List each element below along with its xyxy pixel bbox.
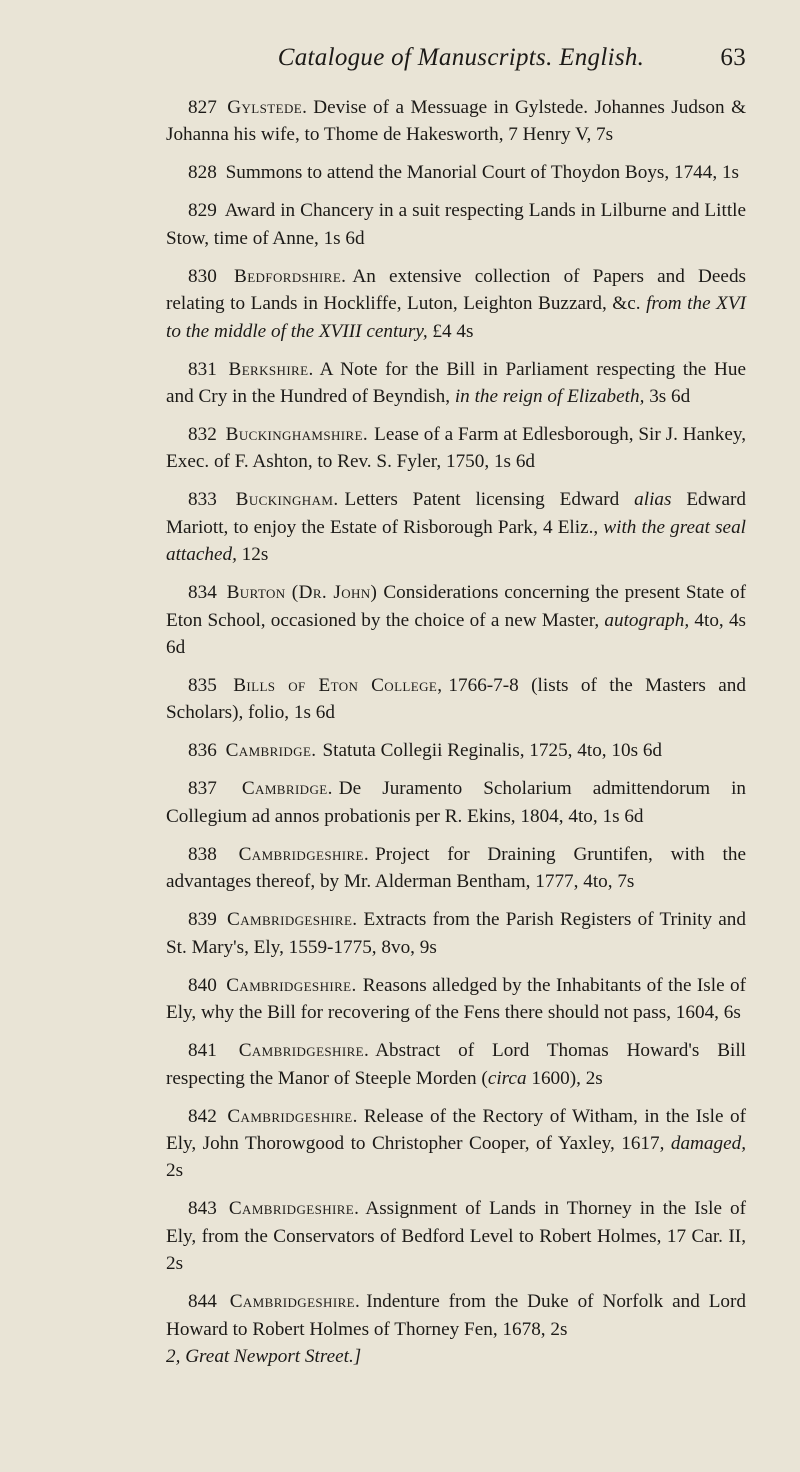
catalogue-entry-837	[166, 775, 746, 830]
entry-text: De Juramento Scholarium admittendorum in Collegium ad annos probationis per R. Ekins, 1804, 4to, 1s 6d	[166, 778, 747, 827]
entry-number: 833	[188, 489, 217, 511]
entry-italic-text: from the XVI to the middle of the XVIII century,	[166, 293, 746, 342]
entry-text: 3s 6d	[644, 386, 691, 408]
catalogue-entry-841	[166, 1037, 746, 1092]
running-title: Catalogue of Manuscripts. English.	[277, 44, 645, 71]
entry-number: 835	[188, 675, 217, 697]
catalogue-entry-829	[166, 197, 746, 252]
catalogue-entry-839	[166, 906, 746, 961]
entry-text: Indenture from the Duke of Norfolk and Lord Howard to Robert Holmes of Thorney Fen, 1678, 2s	[166, 1291, 746, 1340]
entry-heading: Bedfordshire.	[234, 265, 347, 287]
entry-text: Devise of a Messuage in Gylstede. Johannes Judson & Johanna his wife, to Thome de Hakesworth, 7 Henry V, 7s	[166, 97, 747, 146]
entry-heading: Cambridgeshire.	[228, 1198, 360, 1220]
entry-italic-text: in the reign of Elizabeth,	[454, 386, 645, 408]
entry-number: 836	[188, 740, 217, 762]
entry-italic-text: alias	[634, 489, 672, 511]
entry-text: Edward Mariott, to enjoy the Estate of Risborough Park, 4 Eliz.,	[166, 489, 746, 538]
entry-italic-text: autograph,	[604, 609, 690, 631]
catalogue-entry-832	[166, 421, 746, 476]
entry-number: 832	[188, 424, 217, 446]
catalogue-entry-843	[166, 1195, 746, 1277]
entry-heading: Cambridgeshire.	[238, 1040, 370, 1062]
entry-heading: Cambridgeshire.	[226, 974, 357, 996]
catalogue-entry-840	[166, 972, 746, 1027]
entry-number: 837	[188, 778, 217, 800]
entry-text: £4 4s	[427, 320, 474, 342]
catalogue-entry-827	[166, 94, 746, 149]
page-number: 63	[720, 44, 746, 71]
entry-number: 834	[188, 582, 217, 604]
entry-text: Extracts from the Parish Registers of Trinity and St. Mary's, Ely, 1559-1775, 8vo, 9s	[166, 909, 746, 958]
catalogue-entry-834	[166, 579, 746, 661]
entry-number: 829	[188, 200, 217, 222]
entry-heading: Cambridgeshire.	[227, 909, 358, 931]
entry-italic-text: with the great seal attached,	[166, 516, 746, 566]
entry-number: 844	[188, 1291, 217, 1313]
catalogue-entry-833	[166, 486, 746, 568]
page-header	[166, 44, 746, 84]
entry-number: 839	[188, 909, 217, 931]
catalogue-entry-844	[166, 1288, 746, 1370]
entry-heading: Berkshire.	[228, 358, 314, 380]
entry-text: Project for Draining Gruntifen, with the advantages thereof, by Mr. Alderman Bentham, 1777, 4to, 7s	[166, 843, 747, 893]
entry-number: 841	[188, 1040, 217, 1062]
entry-heading: Cambridgeshire.	[227, 1105, 358, 1127]
catalogue-entry-831	[166, 356, 746, 411]
entry-heading: Cambridgeshire.	[238, 843, 370, 865]
entry-text: Considerations concerning the present State of Eton School, occasioned by the choice of a new Master,	[166, 582, 746, 631]
entry-text: Statuta Collegii Reginalis, 1725, 4to, 10s 6d	[322, 740, 663, 762]
entry-italic-text: circa	[487, 1067, 527, 1089]
entry-heading: Cambridge.	[225, 740, 317, 762]
entry-heading: Cambridge.	[241, 778, 333, 800]
entry-number: 830	[188, 265, 217, 287]
entry-text: Award in Chancery in a suit respecting Lands in Lilburne and Little Stow, time of Anne, 1s 6d	[166, 200, 746, 249]
entry-heading: Cambridgeshire.	[229, 1291, 361, 1313]
entry-number: 838	[188, 843, 217, 865]
entry-text: Letters Patent licensing Edward	[344, 489, 635, 511]
entry-text: 2s	[166, 1160, 184, 1182]
catalogue-entry-830	[166, 263, 746, 345]
entry-text: 12s	[236, 544, 269, 566]
entry-text: An extensive collection of Papers and Deeds relating to Lands in Hockliffe, Luton, Leighton Buzzard, &c.	[166, 265, 747, 315]
entry-number: 843	[188, 1198, 217, 1220]
catalogue-entry-828	[166, 159, 746, 186]
entry-text: Lease of a Farm at Edlesborough, Sir J. Hankey, Exec. of F. Ashton, to Rev. S. Fyler, 1750, 1s 6d	[166, 424, 747, 473]
entry-number: 827	[188, 97, 217, 118]
entry-number: 828	[188, 162, 217, 184]
entry-heading: Burton (Dr. John)	[226, 582, 378, 604]
entry-heading: Bills of Eton College,	[233, 675, 443, 697]
entry-text: 4to, 4s 6d	[166, 609, 746, 659]
entry-text: Reasons alledged by the Inhabitants of the Isle of Ely, why the Bill for recovering of the Fens there should not pass, 1604, 6s	[166, 974, 746, 1024]
catalogue-entries	[166, 94, 746, 1370]
entry-text: Summons to attend the Manorial Court of Thoydon Boys, 1744, 1s	[225, 162, 740, 184]
entry-text: Release of the Rectory of Witham, in the Isle of Ely, John Thorowgood to Christopher Cooper, of Yaxley, 1617,	[166, 1105, 746, 1154]
catalogue-entry-842	[166, 1103, 746, 1185]
catalogue-entry-836	[166, 737, 746, 764]
entry-heading: Buckingham.	[235, 489, 339, 511]
entry-number: 831	[188, 358, 217, 380]
catalogue-entry-835	[166, 672, 746, 727]
entry-text: Abstract of Lord Thomas Howard's Bill respecting the Manor of Steeple Morden (	[166, 1040, 746, 1089]
entry-text: Assignment of Lands in Thorney in the Isle of Ely, from the Conservators of Bedford Level to Robert Holmes, 17 Car. II, 2s	[166, 1198, 746, 1275]
publisher-address: 2, Great Newport Street.]	[166, 1345, 362, 1367]
entry-italic-text: damaged,	[670, 1132, 746, 1154]
entry-number: 842	[188, 1105, 217, 1127]
entry-number: 840	[188, 974, 217, 996]
entry-text: 1766-7-8 (lists of the Masters and Scholars), folio, 1s 6d	[166, 675, 746, 724]
entry-heading: Gylstede.	[227, 97, 308, 118]
entry-text: A Note for the Bill in Parliament respecting the Hue and Cry in the Hundred of Beyndish,	[166, 358, 746, 408]
entry-heading: Buckinghamshire.	[225, 424, 369, 446]
catalogue-entry-838	[166, 841, 746, 896]
entry-text: 1600), 2s	[526, 1067, 603, 1089]
